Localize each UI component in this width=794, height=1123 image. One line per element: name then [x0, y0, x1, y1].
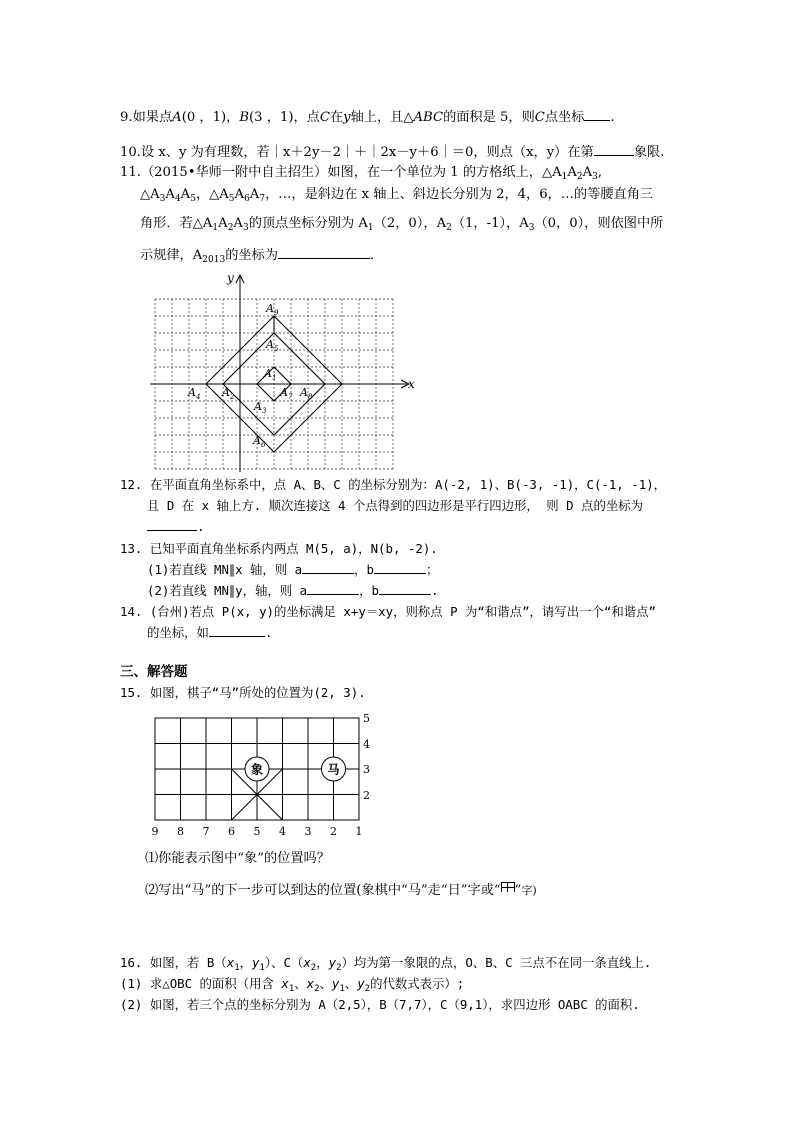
svg-text:6: 6 — [228, 825, 235, 838]
question-16-line-1: 16. 如图，若 $B(x_1$，$y_1$）、$C(x_2$，$y_2$）均为第一象限的点，O、B、C 三点不在同一条直线上. — [120, 955, 652, 973]
svg-text:4: 4 — [279, 825, 286, 838]
piece-ma[interactable] — [322, 757, 346, 781]
answer-blank[interactable] — [594, 143, 634, 156]
svg-text:A4: $A_4$ — [188, 386, 201, 401]
question-15-part-2: ⑵写出“马”的下一步可以到达的位置(象棋中“马”走“日”字或“ ”字) — [145, 883, 537, 898]
svg-text:2: 2 — [363, 789, 370, 802]
answer-blank[interactable] — [584, 108, 610, 121]
svg-text:A9: $A_9$ — [266, 302, 279, 317]
question-12-line-2: 且 D 在 x 轴上方. 顺次连接这 4 个点得到的四边形是平行四边形， 则 D 点的坐标为 — [147, 498, 644, 513]
answer-blank[interactable] — [379, 582, 431, 595]
question-11-line-2: $\triangle A_3A_4A_5$，$\triangle A_5A_6A_7$，…，是斜边在 x 轴上、斜边长分别为 2，4，6，…的等腰直角三 — [140, 187, 654, 204]
question-15-line-1: 15. 如图，棋子“马”所处的位置为(2, 3). — [120, 685, 366, 700]
svg-text:马: 马 — [327, 762, 340, 777]
y-axis-label: y — [227, 272, 234, 285]
figure-chess-board — [145, 712, 385, 842]
answer-blank[interactable] — [302, 561, 354, 574]
question-11-line-4: 示规律，$A_{2013}$的坐标为 ． — [140, 248, 384, 265]
svg-text:A6: $A_6$ — [253, 434, 266, 449]
x-axis-label: x — [408, 377, 415, 391]
svg-text:3: 3 — [363, 763, 370, 776]
svg-text:象: 象 — [250, 762, 264, 777]
question-12-line-3: . — [147, 518, 204, 536]
answer-blank[interactable] — [147, 518, 197, 531]
question-9: 9.如果点A(0 ，1)，B(3 ，1)，点C在y轴上，且△ABC的面积是 5，则C点坐标 . — [120, 110, 615, 125]
answer-blank[interactable] — [278, 246, 370, 259]
answer-blank[interactable] — [209, 624, 265, 637]
svg-text:8: 8 — [177, 825, 184, 838]
piece-xiang[interactable] — [245, 757, 269, 781]
question-14-line-2: 的坐标，如 . — [147, 625, 273, 640]
tian-shape-icon — [501, 882, 515, 892]
svg-text:A7: $A_7$ — [280, 386, 293, 401]
svg-text:9: 9 — [151, 825, 159, 838]
svg-text:5: 5 — [363, 712, 370, 725]
answer-blank[interactable] — [374, 561, 426, 574]
svg-text:5: 5 — [253, 825, 261, 838]
question-16-line-2: (1) 求△OBC 的面积（用含 $x_1$、$x_2$、$y_1$、$y_2$的代数式表示）; — [120, 976, 465, 994]
question-10: 10.设 x、y 为有理数，若｜x＋2y－2｜＋｜2x－y＋6｜＝0，则点（x，y）在第 象限. — [120, 145, 665, 160]
question-11-line-3: 角形．若$\triangle A_1A_2A_3$的顶点坐标分别为 $A_1(2$，0），$A_2(1$，-1），$A_3(0$，0），则依图中所 — [140, 216, 664, 233]
answer-blank[interactable] — [307, 582, 359, 595]
svg-text:1: 1 — [355, 825, 363, 838]
svg-text:7: 7 — [202, 825, 210, 838]
question-11-line-1: 11.（2015•华师一附中自主招生）如图，在一个单位为 1 的方格纸上，$\triangle A_1A_2A_3$, — [120, 165, 603, 182]
svg-text:A3: $A_3$ — [254, 400, 267, 415]
svg-text:A5: $A_5$ — [266, 338, 279, 353]
question-13-line-1: 13. 已知平面直角坐标系内两点 M(5, a)，N(b, -2). — [120, 541, 438, 556]
question-12-line-1: 12. 在平面直角坐标系中，点 A、B、C 的坐标分别为：A(-2, 1)、B(-3, -1)，C(-1, -1)， — [120, 477, 667, 492]
question-15-part-1: ⑴你能表示图中“象”的位置吗？ — [145, 851, 330, 866]
question-16-line-3: (2) 如图，若三个点的坐标分别为 A（2,5），B（7,7），C（9,1），求四边形 OABC 的面积. — [120, 997, 640, 1012]
svg-text:A8: $A_8$ — [300, 386, 313, 401]
question-14-line-1: 14. (台州)若点 P(x, y)的坐标满足 x+y＝xy，则称点 P 为“和谐点”，请写出一个“和谐点” — [120, 604, 656, 619]
question-13-line-3: (2)若直线 MN∥y，轴，则 a ，b . — [147, 583, 439, 598]
svg-text:2: 2 — [330, 825, 337, 838]
y-coordinate-labels — [363, 712, 370, 802]
svg-text:4: 4 — [363, 738, 370, 751]
x-coordinate-labels — [152, 825, 363, 838]
section-heading: 三、解答题 — [120, 664, 188, 680]
svg-text:A1: $A_1$ — [264, 367, 277, 382]
svg-text:3: 3 — [304, 825, 312, 838]
question-13-line-2: (1)若直线 MN∥x 轴，则 a ，b ； — [147, 562, 439, 577]
svg-text:A2: $A_2$ — [222, 386, 235, 401]
figure-grid-squares — [145, 272, 425, 472]
